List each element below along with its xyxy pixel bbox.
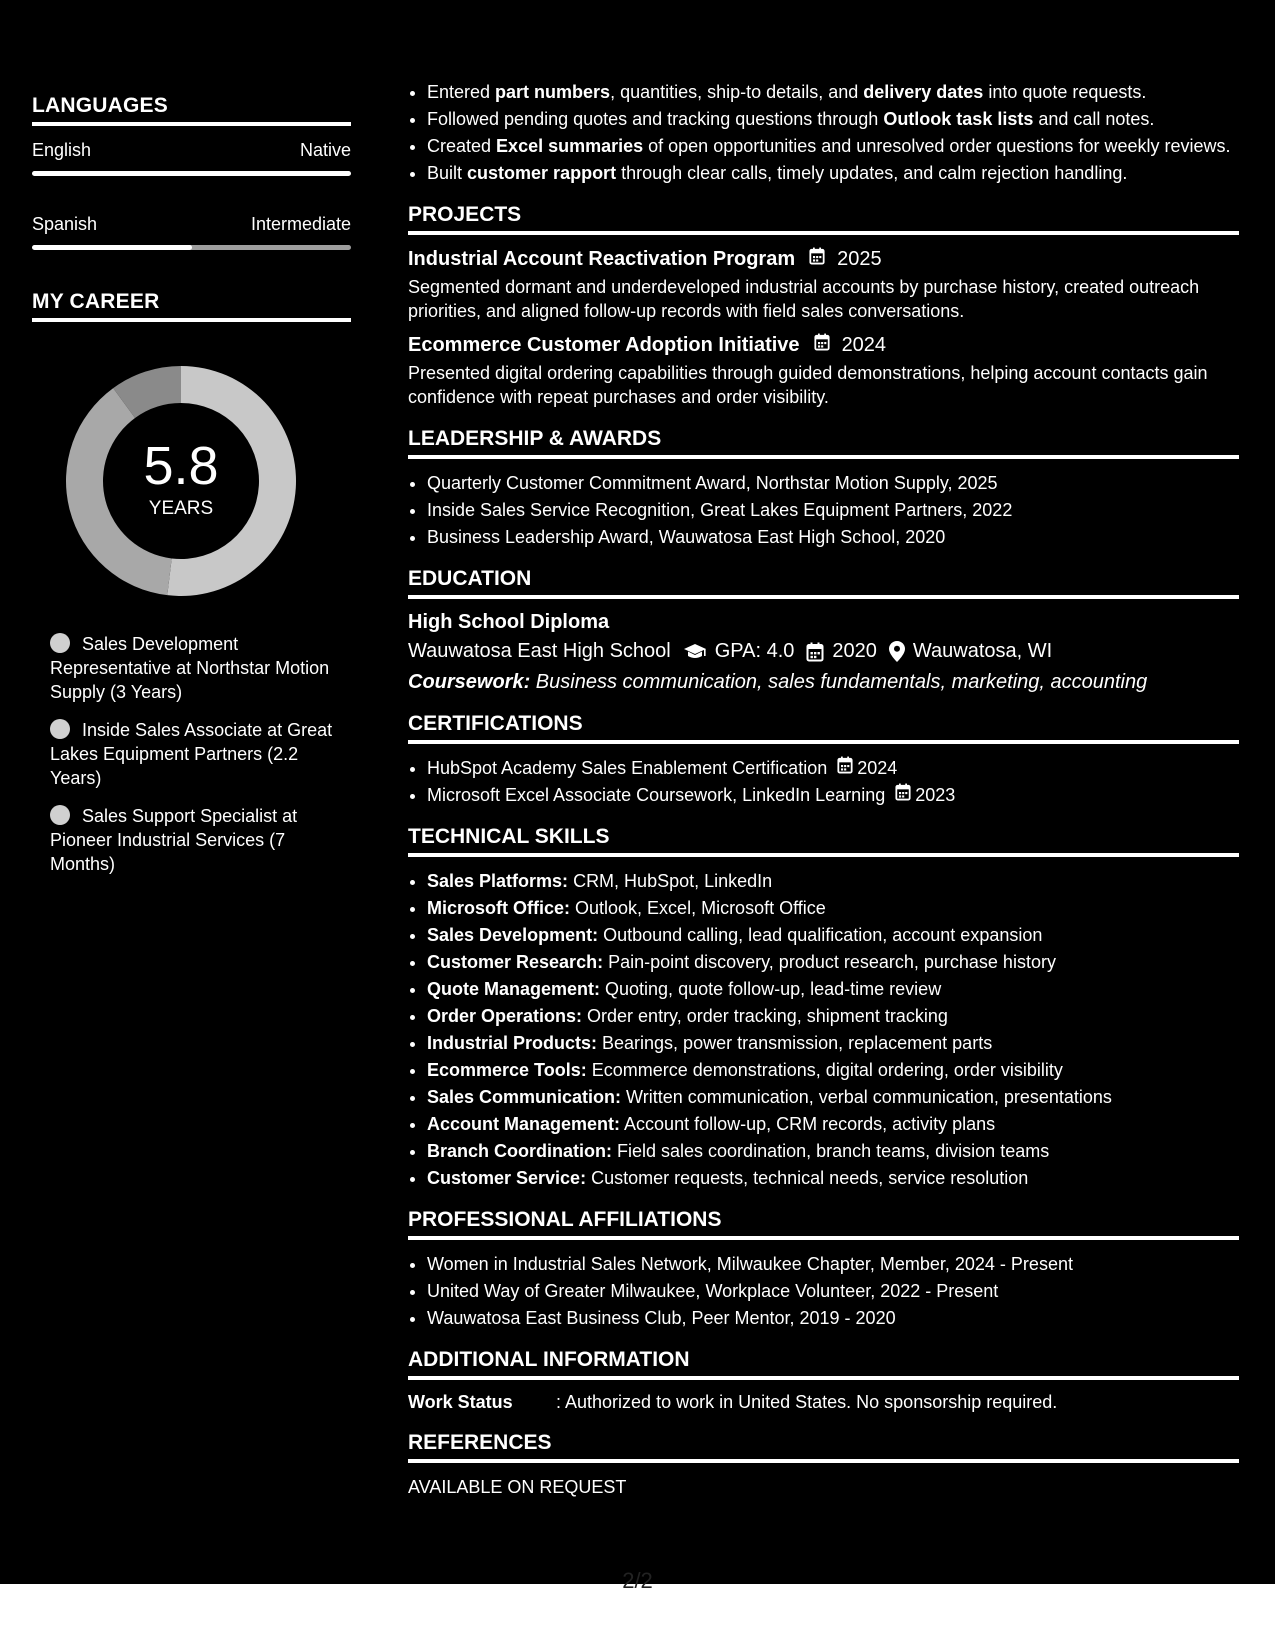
skill-category: Account Management: bbox=[427, 1114, 621, 1134]
location-pin-icon bbox=[889, 641, 905, 662]
certification-year-group bbox=[895, 783, 955, 807]
project-name: Ecommerce Customer Adoption Initiative bbox=[408, 333, 800, 356]
project-year: 2024 bbox=[841, 333, 887, 356]
calendar-icon bbox=[814, 333, 830, 357]
award-item: • Inside Sales Service Recognition, Great Lakes Equipment Partners, 2022 bbox=[427, 498, 1239, 522]
experience-bullet bbox=[427, 161, 1239, 185]
skill-category: Customer Service: bbox=[427, 1168, 587, 1188]
calendar-icon bbox=[895, 783, 911, 807]
coursework-text: Business communication, sales fundamentals, marketing, accounting bbox=[530, 671, 1148, 693]
skill-category: Microsoft Office: bbox=[427, 898, 571, 918]
certification-year: 2023 bbox=[915, 785, 956, 805]
career-heading: MY CAREER bbox=[32, 290, 351, 322]
education-location: Wauwatosa, WI bbox=[912, 640, 1053, 662]
career-donut-chart bbox=[66, 366, 296, 596]
certification-year-group bbox=[837, 756, 897, 780]
language-level: Native bbox=[299, 140, 351, 160]
skill-category: Sales Communication: bbox=[427, 1087, 622, 1107]
languages-heading: LANGUAGES bbox=[32, 94, 351, 126]
bullet-text: Built bbox=[427, 163, 468, 183]
skill-item bbox=[427, 923, 1239, 947]
additional-heading: ADDITIONAL INFORMATION bbox=[408, 1348, 1239, 1380]
bullet-text: , quantities, ship-to details, and bbox=[610, 82, 864, 102]
career-total-value: 5.8 bbox=[143, 436, 219, 496]
bullet-text: through clear calls, timely updates, and calm rejection handling. bbox=[616, 163, 1128, 183]
education-details bbox=[408, 640, 1239, 663]
experience-bullet bbox=[427, 80, 1239, 104]
skill-item bbox=[427, 1139, 1239, 1163]
language-name: English bbox=[32, 140, 92, 160]
career-list bbox=[50, 632, 340, 876]
certification-item bbox=[427, 756, 1239, 780]
skill-category: Ecommerce Tools: bbox=[427, 1060, 587, 1080]
projects-list bbox=[408, 247, 1239, 409]
calendar-icon bbox=[837, 756, 853, 780]
language-proficiency-bar bbox=[32, 171, 351, 176]
career-item-text: Sales Support Specialist at Pioneer Industrial Services (7 Months) bbox=[50, 806, 298, 874]
work-status-row bbox=[408, 1392, 1239, 1413]
work-status-value: : Authorized to work in United States. No sponsorship required. bbox=[556, 1392, 1058, 1412]
certification-item bbox=[427, 783, 1239, 807]
skill-item bbox=[427, 896, 1239, 920]
affiliation-item: • United Way of Greater Milwaukee, Workplace Volunteer, 2022 - Present bbox=[427, 1279, 1239, 1303]
skill-values: Order entry, order tracking, shipment tracking bbox=[582, 1006, 948, 1026]
project-title-row bbox=[408, 333, 1239, 357]
career-dot-icon bbox=[50, 633, 70, 653]
awards-heading: LEADERSHIP & AWARDS bbox=[408, 427, 1239, 459]
language-proficiency-bar bbox=[32, 245, 351, 250]
skill-category: Order Operations: bbox=[427, 1006, 583, 1026]
bullet-keyword: part numbers bbox=[495, 82, 611, 102]
project-item bbox=[408, 333, 1239, 409]
career-item bbox=[50, 632, 340, 704]
skill-item bbox=[427, 1166, 1239, 1190]
calendar-icon bbox=[806, 642, 824, 662]
skill-values: Bearings, power transmission, replacement parts bbox=[597, 1033, 993, 1053]
award-item: • Business Leadership Award, Wauwatosa East High School, 2020 bbox=[427, 525, 1239, 549]
career-item bbox=[50, 804, 340, 876]
award-item: • Quarterly Customer Commitment Award, Northstar Motion Supply, 2025 bbox=[427, 471, 1239, 495]
education-school: Wauwatosa East High School bbox=[408, 640, 671, 662]
experience-bullet bbox=[427, 107, 1239, 131]
references-text: AVAILABLE ON REQUEST bbox=[408, 1477, 627, 1497]
skill-values: Written communication, verbal communication, presentations bbox=[621, 1087, 1112, 1107]
experience-bullet bbox=[427, 134, 1239, 158]
skills-heading: TECHNICAL SKILLS bbox=[408, 825, 1239, 857]
project-title-row bbox=[408, 247, 1239, 271]
skill-values: Field sales coordination, branch teams, division teams bbox=[612, 1141, 1050, 1161]
education-year: 2020 bbox=[832, 640, 877, 662]
skill-values: Pain-point discovery, product research, purchase history bbox=[603, 952, 1056, 972]
project-year: 2025 bbox=[837, 247, 882, 270]
language-row bbox=[32, 214, 351, 235]
career-item-text: Inside Sales Associate at Great Lakes Equipment Partners (2.2 Years) bbox=[50, 720, 333, 788]
bullet-text: and call notes. bbox=[1033, 109, 1155, 129]
skill-values: Quoting, quote follow-up, lead-time review bbox=[600, 979, 942, 999]
career-dot-icon bbox=[50, 719, 70, 739]
experience-bullets bbox=[408, 80, 1239, 185]
language-proficiency-fill bbox=[32, 245, 192, 250]
skill-item bbox=[427, 1112, 1239, 1136]
work-status-label: Work Status bbox=[408, 1392, 513, 1412]
affiliations-list bbox=[408, 1252, 1239, 1330]
language-name: Spanish bbox=[32, 214, 98, 234]
skill-item bbox=[427, 950, 1239, 974]
career-item-text: Sales Development Representative at Northstar Motion Supply (3 Years) bbox=[50, 634, 330, 702]
skill-category: Industrial Products: bbox=[427, 1033, 598, 1053]
bullet-keyword: Excel summaries bbox=[496, 136, 644, 156]
education-coursework bbox=[408, 671, 1239, 694]
skill-category: Customer Research: bbox=[427, 952, 604, 972]
language-proficiency-fill bbox=[32, 171, 351, 176]
bullet-text: Entered bbox=[427, 82, 496, 102]
skill-category: Quote Management: bbox=[427, 979, 601, 999]
project-name: Industrial Account Reactivation Program bbox=[408, 247, 796, 270]
coursework-label: Coursework: bbox=[408, 671, 531, 693]
references-heading: REFERENCES bbox=[408, 1431, 1239, 1463]
right-column bbox=[408, 80, 1239, 1499]
bullet-text: Followed pending quotes and tracking questions through bbox=[427, 109, 884, 129]
graduation-cap-icon bbox=[683, 643, 707, 661]
education-heading: EDUCATION bbox=[408, 567, 1239, 599]
career-total-unit: YEARS bbox=[148, 498, 214, 519]
bullet-keyword: customer rapport bbox=[467, 163, 617, 183]
skill-item bbox=[427, 1085, 1239, 1109]
certification-year: 2024 bbox=[857, 758, 898, 778]
projects-heading: PROJECTS bbox=[408, 203, 1239, 235]
skills-list bbox=[408, 869, 1239, 1190]
project-item bbox=[408, 247, 1239, 323]
project-description: Segmented dormant and underdeveloped industrial accounts by purchase history, created outreach priorities, and aligned follow-up records with field sales conversations. bbox=[408, 277, 1200, 321]
skill-category: Branch Coordination: bbox=[427, 1141, 612, 1161]
career-item bbox=[50, 718, 340, 790]
skill-item bbox=[427, 869, 1239, 893]
bullet-text: Created bbox=[427, 136, 497, 156]
career-dot-icon bbox=[50, 805, 70, 825]
education-gpa: GPA: 4.0 bbox=[714, 640, 795, 662]
skill-values: Account follow-up, CRM records, activity plans bbox=[620, 1114, 996, 1134]
skill-item bbox=[427, 1031, 1239, 1055]
education-degree: High School Diploma bbox=[408, 611, 610, 633]
language-level: Intermediate bbox=[250, 214, 351, 234]
skill-category: Sales Platforms: bbox=[427, 871, 569, 891]
skill-values: Customer requests, technical needs, service resolution bbox=[586, 1168, 1029, 1188]
certifications-list bbox=[408, 756, 1239, 807]
bullet-keyword: Outlook task lists bbox=[883, 109, 1034, 129]
language-row bbox=[32, 140, 351, 161]
calendar-icon bbox=[809, 247, 825, 271]
bullet-keyword: delivery dates bbox=[863, 82, 984, 102]
certification-name: HubSpot Academy Sales Enablement Certification bbox=[427, 758, 828, 778]
skill-values: Ecommerce demonstrations, digital ordering, order visibility bbox=[586, 1060, 1063, 1080]
awards-list bbox=[408, 471, 1239, 549]
languages-list bbox=[32, 140, 351, 250]
left-column bbox=[32, 94, 351, 890]
bullet-text: of open opportunities and unresolved order questions for weekly reviews. bbox=[643, 136, 1231, 156]
affiliation-item: • Women in Industrial Sales Network, Milwaukee Chapter, Member, 2024 - Present bbox=[427, 1252, 1239, 1276]
skill-category: Sales Development: bbox=[427, 925, 599, 945]
project-description: Presented digital ordering capabilities through guided demonstrations, helping account contacts gain confidence with repeat purchases and order visibility. bbox=[408, 363, 1208, 407]
skill-item bbox=[427, 977, 1239, 1001]
skill-values: Outlook, Excel, Microsoft Office bbox=[570, 898, 826, 918]
affiliations-heading: PROFESSIONAL AFFILIATIONS bbox=[408, 1208, 1239, 1240]
page-number: 2/2 bbox=[622, 1568, 653, 1593]
skill-values: CRM, HubSpot, LinkedIn bbox=[568, 871, 773, 891]
skill-item bbox=[427, 1058, 1239, 1082]
bullet-text: into quote requests. bbox=[983, 82, 1147, 102]
affiliation-item: • Wauwatosa East Business Club, Peer Mentor, 2019 - 2020 bbox=[427, 1306, 1239, 1330]
certification-name: Microsoft Excel Associate Coursework, LinkedIn Learning bbox=[427, 785, 886, 805]
certifications-heading: CERTIFICATIONS bbox=[408, 712, 1239, 744]
skill-item bbox=[427, 1004, 1239, 1028]
skill-values: Outbound calling, lead qualification, account expansion bbox=[598, 925, 1043, 945]
